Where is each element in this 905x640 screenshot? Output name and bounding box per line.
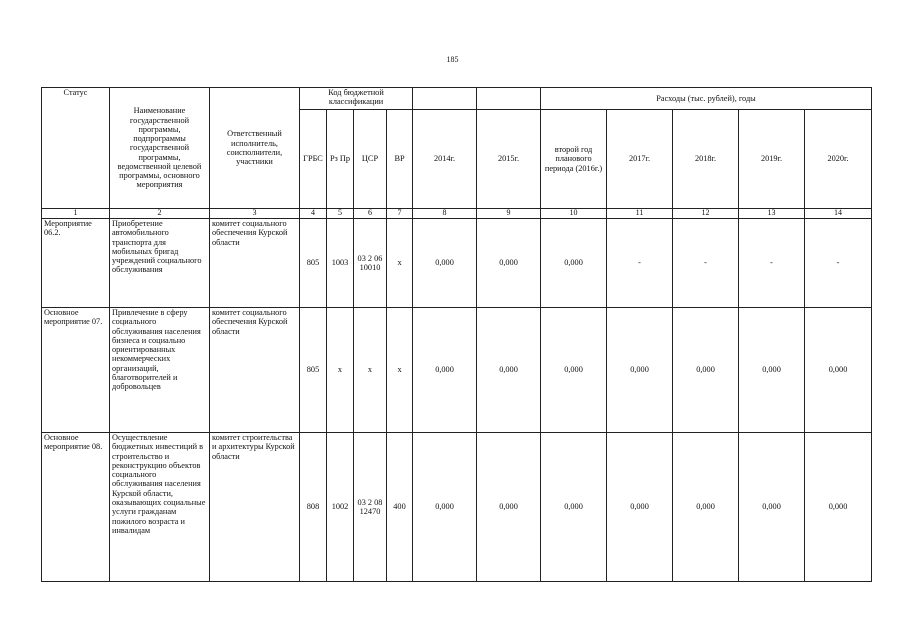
- row-csr: 03 2 08 12470: [354, 433, 387, 582]
- row-2017: 0,000: [607, 308, 673, 433]
- row-2016: 0,000: [541, 433, 607, 582]
- row-vr: 400: [387, 433, 413, 582]
- row-status: Основное мероприятие 08.: [42, 433, 110, 582]
- col-number: 1: [42, 209, 110, 219]
- row-2014: 0,000: [413, 433, 477, 582]
- row-name: Привлечение в сферу социального обслуживания населения бизнеса и социально ориентированных некоммерческих организаций, благотворителей и добровольцев: [110, 308, 210, 433]
- column-number-row: [42, 209, 872, 219]
- row-rzpr: 1003: [327, 219, 354, 308]
- row-grbs: 805: [300, 219, 327, 308]
- row-executor: комитет социального обеспечения Курской области: [210, 219, 300, 308]
- header-name: Наименование государственной программы, подпрограммы государственной программы, ведомственной целевой программы, основного мероприятия: [110, 88, 210, 209]
- header-2015: 2015г.: [477, 110, 541, 209]
- row-2020: 0,000: [805, 433, 872, 582]
- row-2020: -: [805, 219, 872, 308]
- row-2015: 0,000: [477, 219, 541, 308]
- row-vr: х: [387, 219, 413, 308]
- header-expenses: Расходы (тыс. рублей), годы: [541, 88, 872, 110]
- header-2018: 2018г.: [673, 110, 739, 209]
- col-number: 7: [387, 209, 413, 219]
- table-row: [42, 308, 872, 433]
- row-name: Приобретение автомобильного транспорта для мобильных бригад учреждений социального обслуживания: [110, 219, 210, 308]
- row-rzpr: х: [327, 308, 354, 433]
- header-status: Статус: [42, 88, 110, 209]
- col-number: 9: [477, 209, 541, 219]
- header-2017: 2017г.: [607, 110, 673, 209]
- header-blank-2: [477, 88, 541, 110]
- row-grbs: 805: [300, 308, 327, 433]
- row-executor: комитет строительства и архитектуры Курской области: [210, 433, 300, 582]
- row-2017: 0,000: [607, 433, 673, 582]
- row-2016: 0,000: [541, 308, 607, 433]
- header-csr: ЦСР: [354, 110, 387, 209]
- col-number: 2: [110, 209, 210, 219]
- row-2015: 0,000: [477, 308, 541, 433]
- header-2016: второй год планового периода (2016г.): [541, 110, 607, 209]
- col-number: 4: [300, 209, 327, 219]
- row-name: Осуществление бюджетных инвестиций в строительство и реконструкцию объектов социального обслуживания населения Курской области, оказывающих социальные услуги гражданам пожилого возраста и инвалидам: [110, 433, 210, 582]
- row-2018: -: [673, 219, 739, 308]
- table-row: [42, 219, 872, 308]
- col-number: 3: [210, 209, 300, 219]
- header-rzpr: Рз Пр: [327, 110, 354, 209]
- row-grbs: 808: [300, 433, 327, 582]
- row-2016: 0,000: [541, 219, 607, 308]
- row-2017: -: [607, 219, 673, 308]
- col-number: 11: [607, 209, 673, 219]
- row-2019: 0,000: [739, 433, 805, 582]
- col-number: 8: [413, 209, 477, 219]
- row-2014: 0,000: [413, 219, 477, 308]
- row-status: Основное мероприятие 07.: [42, 308, 110, 433]
- row-2018: 0,000: [673, 433, 739, 582]
- row-2019: 0,000: [739, 308, 805, 433]
- header-2019: 2019г.: [739, 110, 805, 209]
- header-executor: Ответственный исполнитель, соисполнители, участники: [210, 88, 300, 209]
- budget-table: [41, 87, 872, 582]
- col-number: 10: [541, 209, 607, 219]
- header-2014: 2014г.: [413, 110, 477, 209]
- row-csr: 03 2 06 10010: [354, 219, 387, 308]
- header-row: [42, 88, 872, 110]
- header-blank-1: [413, 88, 477, 110]
- col-number: 13: [739, 209, 805, 219]
- row-2015: 0,000: [477, 433, 541, 582]
- row-rzpr: 1002: [327, 433, 354, 582]
- col-number: 6: [354, 209, 387, 219]
- row-csr: х: [354, 308, 387, 433]
- col-number: 5: [327, 209, 354, 219]
- row-executor: комитет социального обеспечения Курской области: [210, 308, 300, 433]
- row-2019: -: [739, 219, 805, 308]
- table-row: [42, 433, 872, 582]
- header-vr: ВР: [387, 110, 413, 209]
- row-status: Мероприятие 06.2.: [42, 219, 110, 308]
- col-number: 14: [805, 209, 872, 219]
- col-number: 12: [673, 209, 739, 219]
- header-budget-code: Код бюджетной классификации: [300, 88, 413, 110]
- header-2020: 2020г.: [805, 110, 872, 209]
- row-2014: 0,000: [413, 308, 477, 433]
- row-2020: 0,000: [805, 308, 872, 433]
- page-number: 185: [446, 55, 459, 64]
- header-grbs: ГРБС: [300, 110, 327, 209]
- row-2018: 0,000: [673, 308, 739, 433]
- row-vr: х: [387, 308, 413, 433]
